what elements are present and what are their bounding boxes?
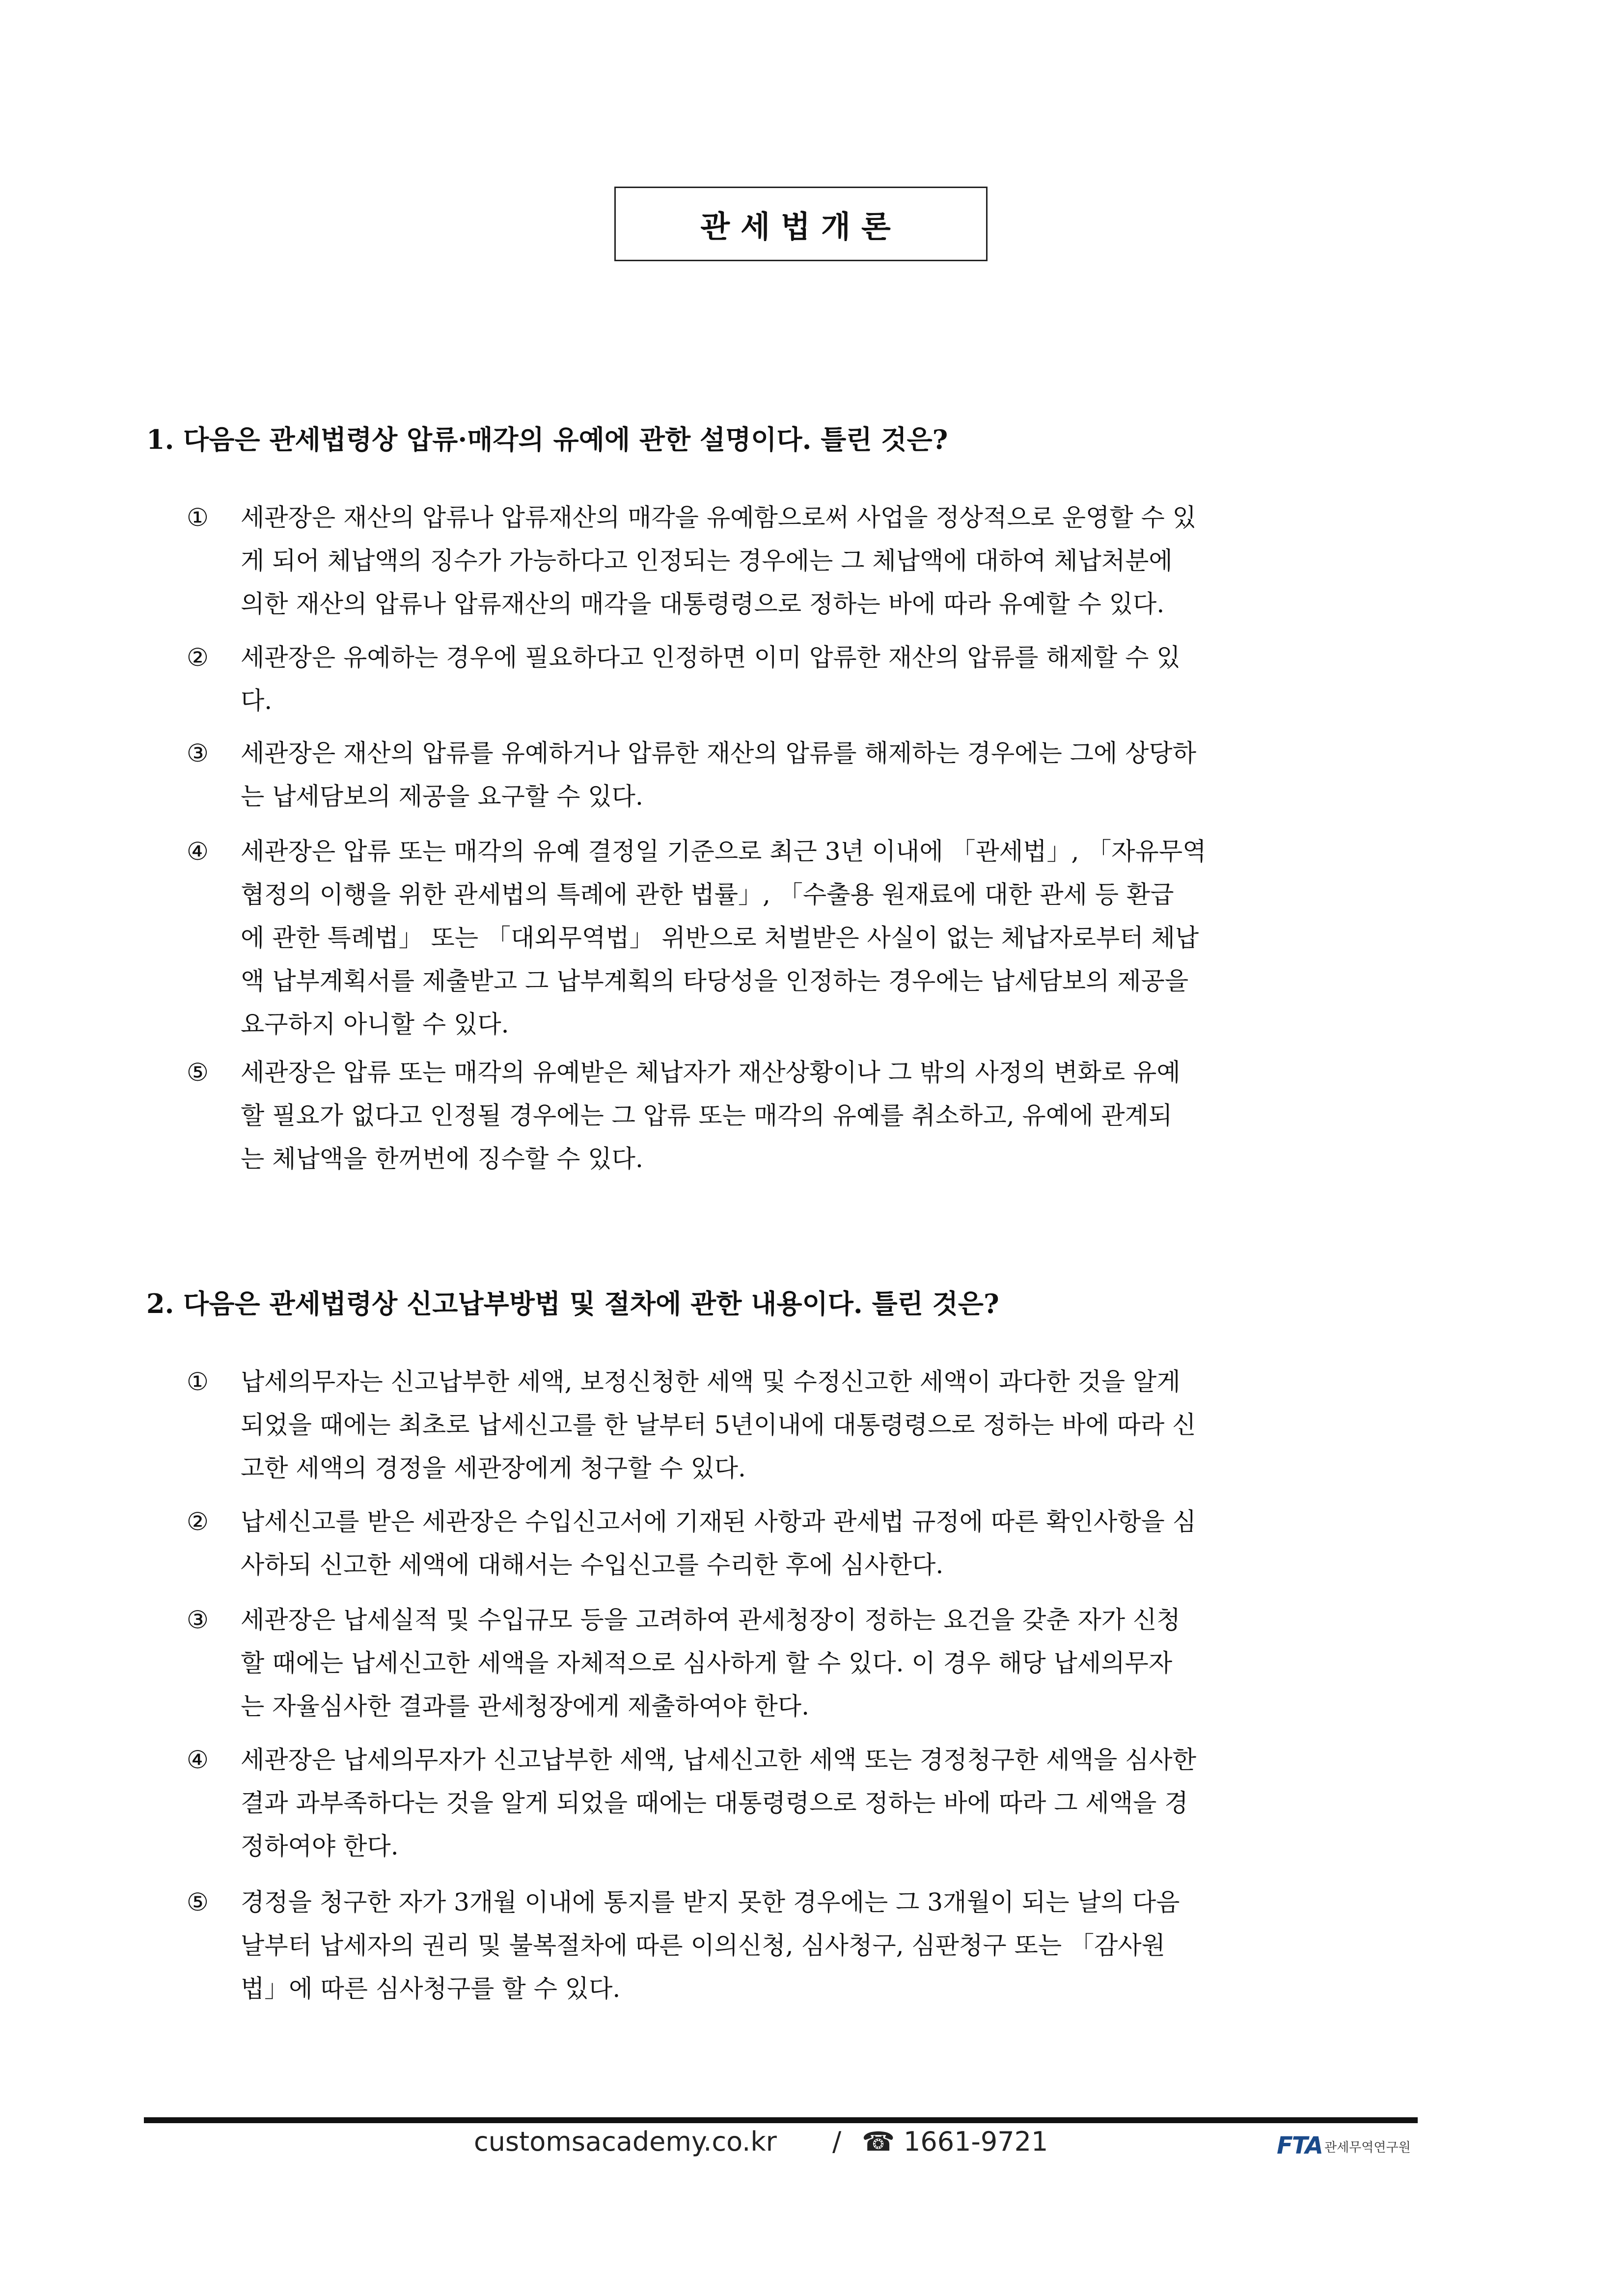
- option-line: 세관장은 유예하는 경우에 필요하다고 인정하면 이미 압류한 재산의 압류를 해제할 수 있: [241, 643, 1181, 672]
- q2-option-4: [187, 1738, 1424, 1868]
- footer-separator: /: [832, 2126, 842, 2157]
- option-line: 경정을 청구한 자가 3개월 이내에 통지를 받지 못한 경우에는 그 3개월이 되는 날의 다음: [241, 1888, 1180, 1916]
- option-line: 법」에 따른 심사청구를 할 수 있다.: [241, 1974, 621, 2003]
- option-number: ①: [187, 1367, 209, 1396]
- phone-number: 1661-9721: [904, 2126, 1048, 2157]
- option-line: 세관장은 압류 또는 매각의 유예 결정일 기준으로 최근 3년 이내에 「관세법」, 「자유무역: [241, 837, 1207, 866]
- option-number: ③: [187, 1606, 209, 1634]
- option-line: 사하되 신고한 세액에 대해서는 수입신고를 수리한 후에 심사한다.: [241, 1551, 944, 1579]
- q2-option-2: [187, 1500, 1424, 1586]
- fta-logo-mark: FTA: [1277, 2132, 1322, 2159]
- option-line: 세관장은 납세의무자가 신고납부한 세액, 납세신고한 세액 또는 경정청구한 세액을 심사한: [241, 1746, 1197, 1774]
- option-line: 의한 재산의 압류나 압류재산의 매각을 대통령령으로 정하는 바에 따라 유예할 수 있다.: [241, 590, 1165, 618]
- footer: [0, 2126, 1621, 2165]
- q1-option-4: [187, 830, 1424, 1046]
- option-number: ②: [187, 1507, 209, 1536]
- option-line: 에 관한 특례법」 또는 「대외무역법」 위반으로 처벌받은 사실이 없는 체납자로부터 체납: [241, 924, 1199, 952]
- website-link[interactable]: customsacademy.co.kr: [474, 2126, 777, 2157]
- question-2: 2. 다음은 관세법령상 신고납부방법 및 절차에 관한 내용이다. 틀린 것은?: [146, 1288, 999, 1319]
- option-line: 세관장은 재산의 압류를 유예하거나 압류한 재산의 압류를 해제하는 경우에는 그에 상당하: [241, 739, 1197, 767]
- option-line: 액 납부계획서를 제출받고 그 납부계획의 타당성을 인정하는 경우에는 납세담보의 제공을: [241, 967, 1189, 995]
- q2-option-1: [187, 1360, 1424, 1490]
- option-line: 세관장은 압류 또는 매각의 유예받은 체납자가 재산상황이나 그 밖의 사정의 변화로 유예: [241, 1058, 1181, 1087]
- option-line: 는 체납액을 한꺼번에 징수할 수 있다.: [241, 1145, 643, 1173]
- option-line: 할 필요가 없다고 인정될 경우에는 그 압류 또는 매각의 유예를 취소하고, 유예에 관계되: [241, 1101, 1173, 1130]
- option-line: 정하여야 한다.: [241, 1832, 399, 1860]
- option-line: 납세신고를 받은 세관장은 수입신고서에 기재된 사항과 관세법 규정에 따른 확인사항을 심: [241, 1507, 1197, 1536]
- option-number: ④: [187, 837, 209, 866]
- option-number: ③: [187, 739, 209, 767]
- option-line: 할 때에는 납세신고한 세액을 자체적으로 심사하게 할 수 있다. 이 경우 해당 납세의무자: [241, 1649, 1173, 1677]
- option-line: 결과 과부족하다는 것을 알게 되었을 때에는 대통령령으로 정하는 바에 따라 그 세액을 경: [241, 1789, 1188, 1817]
- option-line: 고한 세액의 경정을 세관장에게 청구할 수 있다.: [241, 1454, 746, 1482]
- q2-option-5: [187, 1881, 1424, 2010]
- phone-icon: ☎: [862, 2126, 895, 2157]
- page-title: 관세법개론: [614, 187, 988, 261]
- q1-option-2: [187, 636, 1424, 722]
- option-line: 날부터 납세자의 권리 및 불복절차에 따른 이의신청, 심사청구, 심판청구 또는 「감사원: [241, 1931, 1165, 1960]
- option-number: ⑤: [187, 1058, 209, 1087]
- option-line: 협정의 이행을 위한 관세법의 특례에 관한 법률」, 「수출용 원재료에 대한 관세 등 환급: [241, 880, 1174, 909]
- q1-option-3: [187, 732, 1424, 818]
- option-line: 세관장은 재산의 압류나 압류재산의 매각을 유예함으로써 사업을 정상적으로 운영할 수 있: [241, 503, 1197, 532]
- option-line: 납세의무자는 신고납부한 세액, 보정신청한 세액 및 수정신고한 세액이 과다한 것을 알게: [241, 1367, 1181, 1396]
- option-line: 게 되어 체납액의 징수가 가능하다고 인정되는 경우에는 그 체납액에 대하여 체납처분에: [241, 547, 1173, 575]
- option-line: 세관장은 납세실적 및 수입규모 등을 고려하여 관세청장이 정하는 요건을 갖춘 자가 신청: [241, 1606, 1181, 1634]
- option-line: 요구하지 아니할 수 있다.: [241, 1010, 509, 1039]
- option-number: ①: [187, 503, 209, 532]
- option-line: 는 납세담보의 제공을 요구할 수 있다.: [241, 782, 643, 811]
- question-1: 1. 다음은 관세법령상 압류·매각의 유예에 관한 설명이다. 틀린 것은?: [146, 424, 948, 455]
- option-number: ⑤: [187, 1888, 209, 1916]
- fta-logo-org: 관세무역연구원: [1324, 2140, 1411, 2155]
- option-line: 되었을 때에는 최초로 납세신고를 한 날부터 5년이내에 대통령령으로 정하는 바에 따라 신: [241, 1411, 1196, 1439]
- option-number: ④: [187, 1746, 209, 1774]
- footer-divider: [144, 2117, 1418, 2123]
- q2-option-3: [187, 1598, 1424, 1728]
- option-line: 다.: [241, 686, 273, 715]
- option-number: ②: [187, 643, 209, 672]
- q1-option-5: [187, 1051, 1424, 1180]
- option-line: 는 자율심사한 결과를 관세청장에게 제출하여야 한다.: [241, 1692, 809, 1721]
- fta-logo: [1277, 2132, 1411, 2159]
- q1-option-1: [187, 496, 1424, 626]
